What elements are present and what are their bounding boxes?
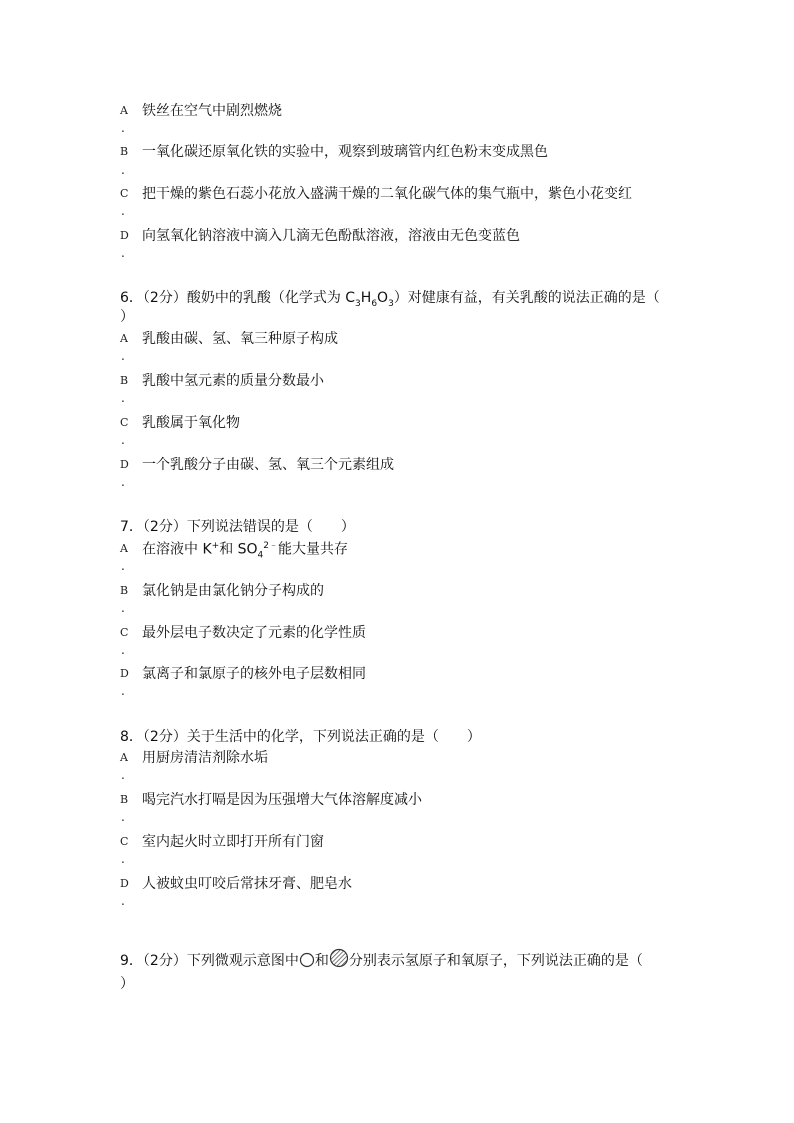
question-stem: 9．（2分）下列微观示意图中 和 分别表示氢原子和氧原子，下列说法正确的是（ xyxy=(120,948,643,972)
question-stem: 8．（2分）关于生活中的化学，下列说法正确的是（ ） xyxy=(120,729,481,745)
option-text: 最外层电子数决定了元素的化学性质 xyxy=(142,625,366,641)
option-letter: C xyxy=(120,416,129,429)
option-letter: B xyxy=(120,374,129,387)
option-letter: D xyxy=(120,458,129,471)
option-letter: A xyxy=(120,751,128,764)
option-text: 氯离子和氯原子的核外电子层数相同 xyxy=(142,666,366,682)
option-text: 一个乳酸分子由碳、氢、氧三个元素组成 xyxy=(142,457,394,473)
option-dot: . xyxy=(121,433,125,447)
option-letter: B xyxy=(120,145,129,158)
option-letter: A xyxy=(120,104,128,117)
option-dot: . xyxy=(121,684,125,698)
option-letter: C xyxy=(120,187,129,200)
option-dot: . xyxy=(121,246,125,260)
option-text: 铁丝在空气中剧烈燃烧 xyxy=(142,103,282,119)
option-dot: . xyxy=(121,121,125,135)
option-text: 氯化钠是由氯化钠分子构成的 xyxy=(142,583,324,599)
option-letter: D xyxy=(120,229,129,242)
question-stem: 6．（2分）酸奶中的乳酸（化学式为 $C_3H_6O_3$）对健康有益，有关乳酸的说法正确的是（ xyxy=(120,290,660,309)
option-text: 室内起火时立即打开所有门窗 xyxy=(142,834,324,850)
option-text: 乳酸属于氧化物 xyxy=(142,415,240,431)
option-dot: . xyxy=(121,643,125,657)
option-dot: . xyxy=(121,391,125,405)
option-letter: C xyxy=(120,626,129,639)
option-letter: A xyxy=(120,332,128,345)
option-letter: D xyxy=(120,877,129,890)
option-dot: . xyxy=(121,163,125,177)
option-letter: B xyxy=(120,584,129,597)
option-text: 人被蚊虫叮咬后常抹牙膏、肥皂水 xyxy=(142,876,352,892)
oxygen-atom-icon xyxy=(329,948,349,972)
option-dot: . xyxy=(121,768,125,782)
hydrogen-atom-icon xyxy=(299,952,315,972)
option-text: 一氧化碳还原氧化铁的实验中，观察到玻璃管内红色粉末变成黑色 xyxy=(142,144,548,160)
option-text: 乳酸由碳、氢、氧三种原子构成 xyxy=(142,331,338,347)
option-letter: B xyxy=(120,793,129,806)
option-dot: . xyxy=(121,475,125,489)
question-stem-continued: ） xyxy=(120,976,134,992)
option-text: 向氢氧化钠溶液中滴入几滴无色酚酞溶液，溶液由无色变蓝色 xyxy=(142,228,520,244)
option-text: 用厨房清洁剂除水垢 xyxy=(142,750,268,766)
option-dot: . xyxy=(121,204,125,218)
option-dot: . xyxy=(121,894,125,908)
option-text: 把干燥的紫色石蕊小花放入盛满干燥的二氧化碳气体的集气瓶中，紫色小花变红 xyxy=(142,186,632,202)
option-letter: A xyxy=(120,542,128,555)
option-dot: . xyxy=(121,559,125,573)
option-dot: . xyxy=(121,810,125,824)
option-dot: . xyxy=(121,601,125,615)
option-text: 喝完汽水打嗝是因为压强增大气体溶解度减小 xyxy=(142,792,422,808)
question-stem: 7．（2分）下列说法错误的是（ ） xyxy=(120,519,355,535)
option-letter: D xyxy=(120,667,129,680)
option-dot: . xyxy=(121,852,125,866)
option-dot: . xyxy=(121,349,125,363)
option-letter: C xyxy=(120,835,129,848)
option-text: 乳酸中氢元素的质量分数最小 xyxy=(142,373,324,389)
question-stem-continued: ） xyxy=(120,309,134,325)
option-text: 在溶液中 K+和 $SO_4^{2﹣}$能大量共存 xyxy=(142,541,349,561)
